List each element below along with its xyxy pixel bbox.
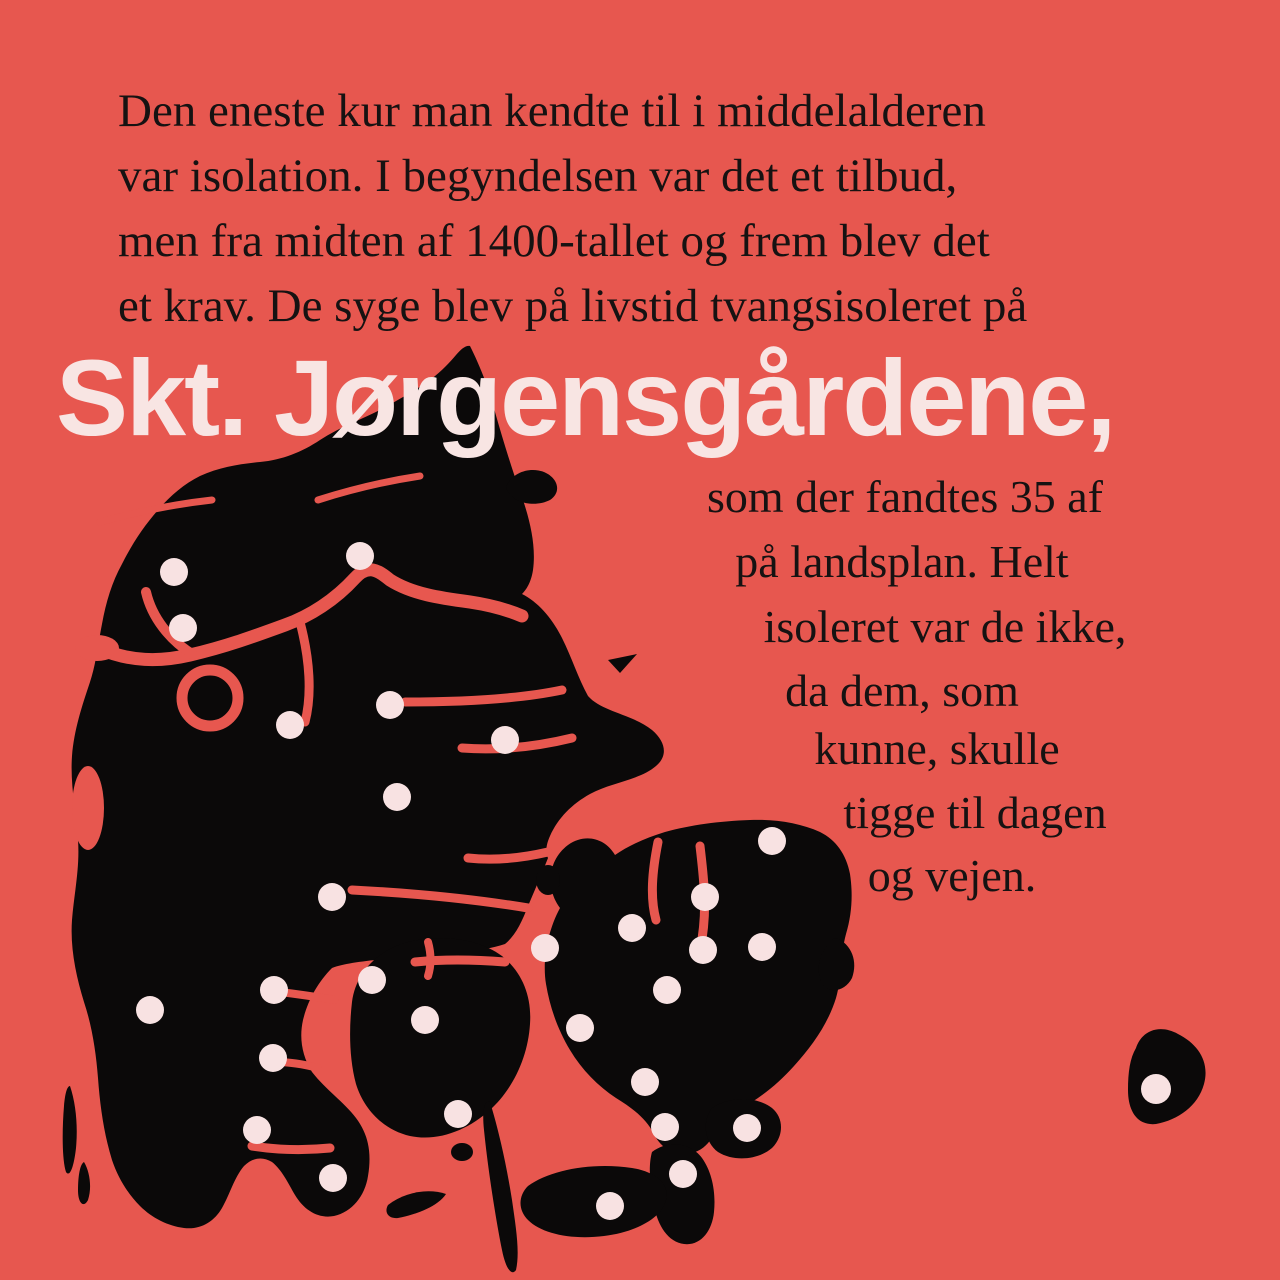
- map-dot: [758, 827, 786, 855]
- intro-line: men fra midten af 1400-tallet og frem blev det: [118, 215, 990, 267]
- side-text-line: tigge til dagen: [843, 787, 1107, 838]
- nissum-lagoon-cut: [75, 635, 119, 661]
- map-dot: [136, 996, 164, 1024]
- map-dot: [259, 1044, 287, 1072]
- map-dot: [531, 934, 559, 962]
- map-dot: [160, 558, 188, 586]
- odense-fjord-cut: [428, 942, 431, 976]
- map-dot: [319, 1164, 347, 1192]
- map-dot: [1141, 1074, 1171, 1104]
- tasinge-silhouette: [451, 1143, 473, 1161]
- map-dot: [260, 976, 288, 1004]
- flensborg-fjord-cut: [252, 1146, 330, 1150]
- side-text-line: og vejen.: [867, 850, 1037, 901]
- side-text-line: da dem, som: [785, 665, 1019, 716]
- map-dot: [346, 542, 374, 570]
- map-dot: [318, 883, 346, 911]
- map-dot: [444, 1100, 472, 1128]
- intro-paragraph: [118, 79, 1027, 339]
- map-dot: [653, 976, 681, 1004]
- side-text-line: som der fandtes 35 af: [707, 471, 1103, 522]
- intro-line: et krav. De syge blev på livstid tvangsisoleret på: [118, 280, 1028, 332]
- map-dot: [383, 783, 411, 811]
- side-text-line: på landsplan. Helt: [735, 536, 1069, 587]
- ringkobing-lagoon-cut: [72, 766, 104, 850]
- side-text-line: isoleret var de ikke,: [763, 601, 1127, 652]
- samso-silhouette: [536, 865, 560, 895]
- intro-line: var isolation. I begyndelsen var det et tilbud,: [118, 150, 958, 202]
- lolland-silhouette: [521, 1166, 667, 1237]
- map-dot: [733, 1114, 761, 1142]
- map-dot: [651, 1113, 679, 1141]
- wadden-islets: [63, 1086, 90, 1204]
- map-dot: [596, 1192, 624, 1220]
- anholt-silhouette: [608, 654, 637, 673]
- side-text-line: kunne, skulle: [814, 723, 1060, 774]
- map-dot: [358, 966, 386, 994]
- intro-line: Den eneste kur man kendte til i middelalderen: [118, 85, 986, 137]
- map-dot: [169, 614, 197, 642]
- map-dot: [631, 1068, 659, 1096]
- poster-headline: Skt. Jørgensgårdene,: [56, 337, 1115, 458]
- map-dot: [276, 711, 304, 739]
- map-dot: [748, 933, 776, 961]
- aero-silhouette: [386, 1191, 446, 1218]
- map-dot: [411, 1006, 439, 1034]
- isefjord-cut: [652, 842, 658, 920]
- map-dot: [491, 726, 519, 754]
- map-dot: [376, 691, 404, 719]
- map-dot: [566, 1014, 594, 1042]
- map-dot: [618, 914, 646, 942]
- map-dot: [689, 936, 717, 964]
- map-dot: [691, 883, 719, 911]
- bornholm-silhouette: [1128, 1029, 1206, 1124]
- map-dot: [669, 1160, 697, 1188]
- langeland-silhouette: [483, 1102, 517, 1272]
- map-dot: [243, 1116, 271, 1144]
